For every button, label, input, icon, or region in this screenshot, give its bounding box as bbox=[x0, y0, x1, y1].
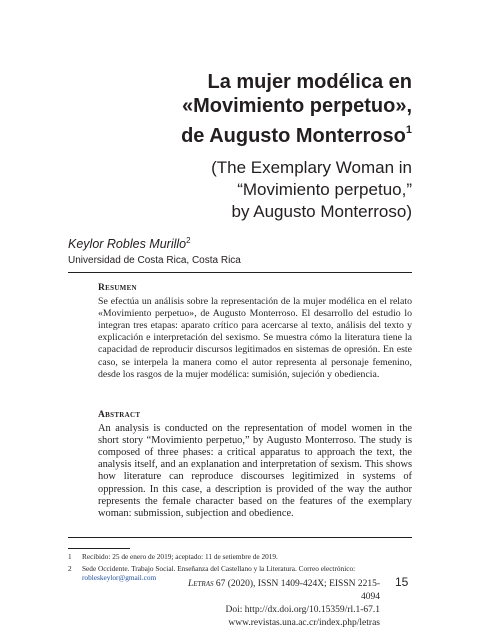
abstract-rule bbox=[68, 537, 412, 538]
abstract-section bbox=[98, 409, 412, 520]
author-footnote-marker: 2 bbox=[186, 236, 191, 245]
journal-url[interactable]: www.revistas.una.ac.cr/index.php/letras bbox=[228, 618, 380, 628]
page-number: 15 bbox=[395, 575, 409, 589]
journal-doi[interactable]: Doi: http://dx.doi.org/10.15359/rl.1-67.1 bbox=[225, 605, 380, 615]
title-line bbox=[82, 118, 412, 148]
footnote-text: Recibido: 25 de enero de 2019; aceptado: 11 de setiembre de 2019. bbox=[82, 552, 278, 561]
journal-name: Letras bbox=[187, 579, 214, 589]
author-name-text: Keylor Robles Murillo bbox=[68, 237, 187, 251]
resumen-heading: Resumen bbox=[98, 283, 137, 293]
journal-issn: 67 (2020), ISSN 1409-424X; EISSN 2215-4094 bbox=[213, 579, 380, 602]
abstract-text: An analysis is conducted on the representation of model women in the short story “Movimiento perpetuo,” by Augusto Monterroso. The study is composed of three phases: a critical apparatus to approach the text, the analysis itself, and an explanation and interpretation of sexism. This shows how literature can reproduce discourses legitimized in systems of oppression. In this case, a description is provided of the way the author represents the female character based on the features of the exemplary woman: submission, subjection and obedience. bbox=[98, 423, 412, 519]
translation-line: by Augusto Monterroso) bbox=[231, 202, 412, 221]
translation-line: (The Exemplary Woman in bbox=[211, 158, 412, 177]
footnote-rule bbox=[68, 548, 130, 549]
journal-citation bbox=[180, 578, 380, 630]
article-title bbox=[82, 70, 412, 148]
resumen-text: Se efectúa un análisis sobre la representación de la mujer modélica en el relato «Movimiento perpetuo», de Augusto Monterroso. El desarrollo del estudio lo integran tres etapas: aparato crítico para acercarse al texto, análisis del texto y explicación e interpretación del sexismo. Se muestra cómo la literatura tiene la capacidad de reproducir discursos legitimados en sistemas de opresión. En este caso, se interpela la manera como el autor representa al personaje femenino, desde los rasgos de la mujer modélica: sumisión, sujeción y obediencia. bbox=[98, 296, 412, 380]
translation-line: “Movimiento perpetuo,” bbox=[237, 180, 412, 199]
abstract-heading: Abstract bbox=[98, 410, 141, 420]
title-translation bbox=[82, 157, 412, 223]
author-name bbox=[68, 236, 191, 251]
footnote-number: 1 bbox=[68, 552, 72, 561]
footnote-number: 2 bbox=[68, 564, 72, 573]
footnote-email-link[interactable]: robleskeylor@gmail.com bbox=[82, 573, 157, 582]
title-line: «Movimiento perpetuo», bbox=[181, 95, 412, 117]
title-line-text: de Augusto Monterroso bbox=[181, 125, 406, 147]
resumen-section bbox=[98, 282, 412, 381]
title-line: La mujer modélica en bbox=[207, 71, 412, 93]
title-footnote-marker: 1 bbox=[405, 124, 412, 136]
header-rule bbox=[68, 272, 412, 273]
journal-issue-line bbox=[180, 578, 380, 604]
footnote-text: Sede Occidente. Trabajo Social. Enseñanza del Castellano y la Literatura. Correo electrónico: bbox=[82, 564, 356, 573]
author-affiliation: Universidad de Costa Rica, Costa Rica bbox=[68, 255, 241, 266]
footnote-1 bbox=[68, 552, 412, 561]
